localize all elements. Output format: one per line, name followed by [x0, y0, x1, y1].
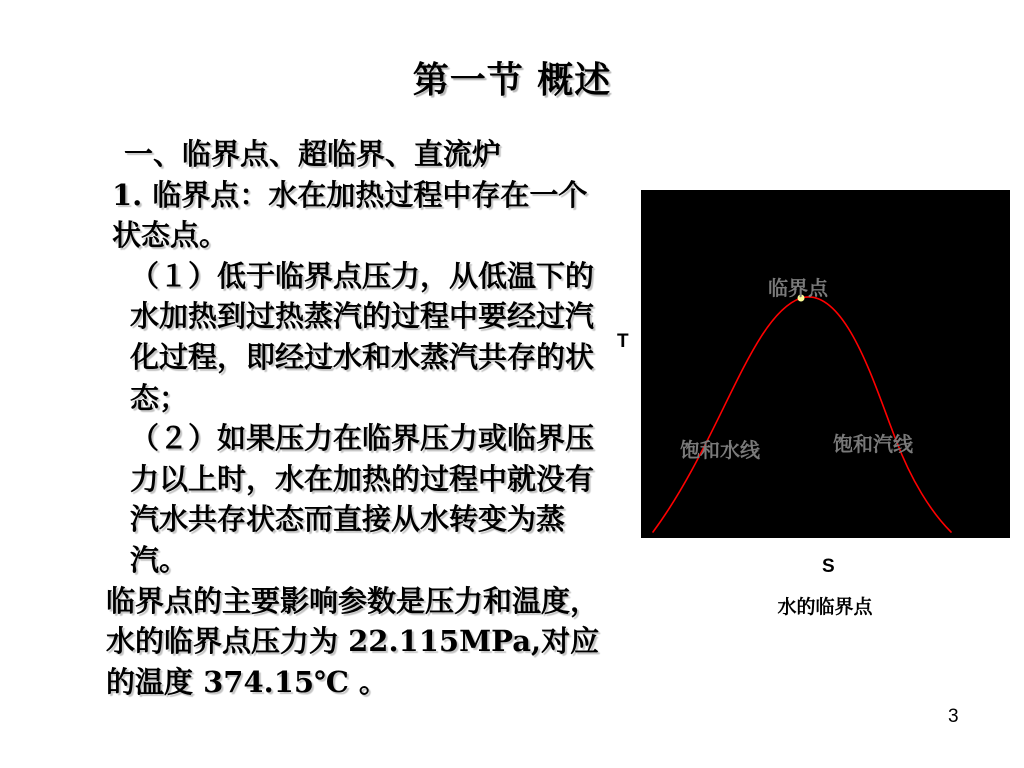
page-number: 3 [948, 706, 959, 727]
critical-parameters-note: 临界点的主要影响参数是压力和温度，水的临界点压力为 22.115MPa,对应的温度 374.15℃ 。 [106, 583, 600, 699]
axis-label-s: S [822, 556, 835, 577]
diagram-caption: 水的临界点 [777, 596, 873, 618]
saturation-dome-curve [653, 297, 951, 532]
saturated-steam-line-label: 饱和汽线 [833, 432, 913, 456]
subpoint-below-critical: （１）低于临界点压力，从低温下的水加热到过热蒸汽的过程中要经过汽化过程，即经过水和水蒸汽共存的状态； [130, 258, 595, 415]
saturated-water-line-label: 饱和水线 [680, 438, 760, 462]
slide-title: 第一节 概述 [412, 59, 612, 101]
critical-point-label: 临界点 [768, 276, 828, 300]
axis-label-t: T [617, 331, 629, 352]
body-text [48, 134, 608, 702]
ts-diagram-svg [641, 190, 1010, 538]
subpoint-above-critical: （２）如果压力在临界压力或临界压力以上时，水在加热的过程中就没有汽水共存状态而直接从水转变为蒸汽。 [130, 421, 595, 577]
point-critical-definition: 1. 临界点：水在加热过程中存在一个状态点。 [112, 177, 588, 253]
section-heading: 一、临界点、超临界、直流炉 [124, 137, 502, 171]
ts-diagram [641, 190, 1010, 538]
